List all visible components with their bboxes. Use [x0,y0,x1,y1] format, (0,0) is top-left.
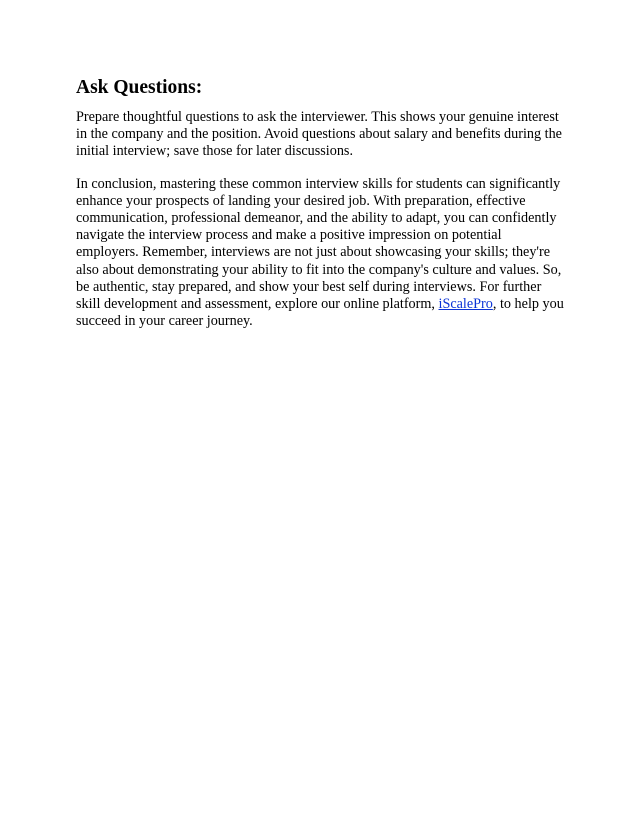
section-heading: Ask Questions: [76,77,203,98]
iscalepro-link[interactable]: iScalePro [438,296,493,313]
conclusion-text: In conclusion, mastering these common interview skills for students can significantly enhance your prospects of landing your desired job. With preparation, effective communication, professional demeanor, and the ability to adapt, you can confidently navigate the interview process and make a positive impression on potential employers. Remember, interviews are not just about showcasing your skills; they're also about demonstrating your ability to fit into the company's culture and values. So, be authentic, stay prepared, and show your best self during interviews. For further skill development and assessment, explore our online platform, [76,175,562,313]
conclusion-paragraph [76,176,566,331]
document-page [76,76,566,345]
conclusion-text-end: , to help you succeed in your career journey. [76,296,564,330]
ask-questions-paragraph: Prepare thoughtful questions to ask the interviewer. This shows your genuine interest in the company and the position. Avoid questions about salary and benefits during the initial interview; save those for later discussions. [76,109,562,160]
